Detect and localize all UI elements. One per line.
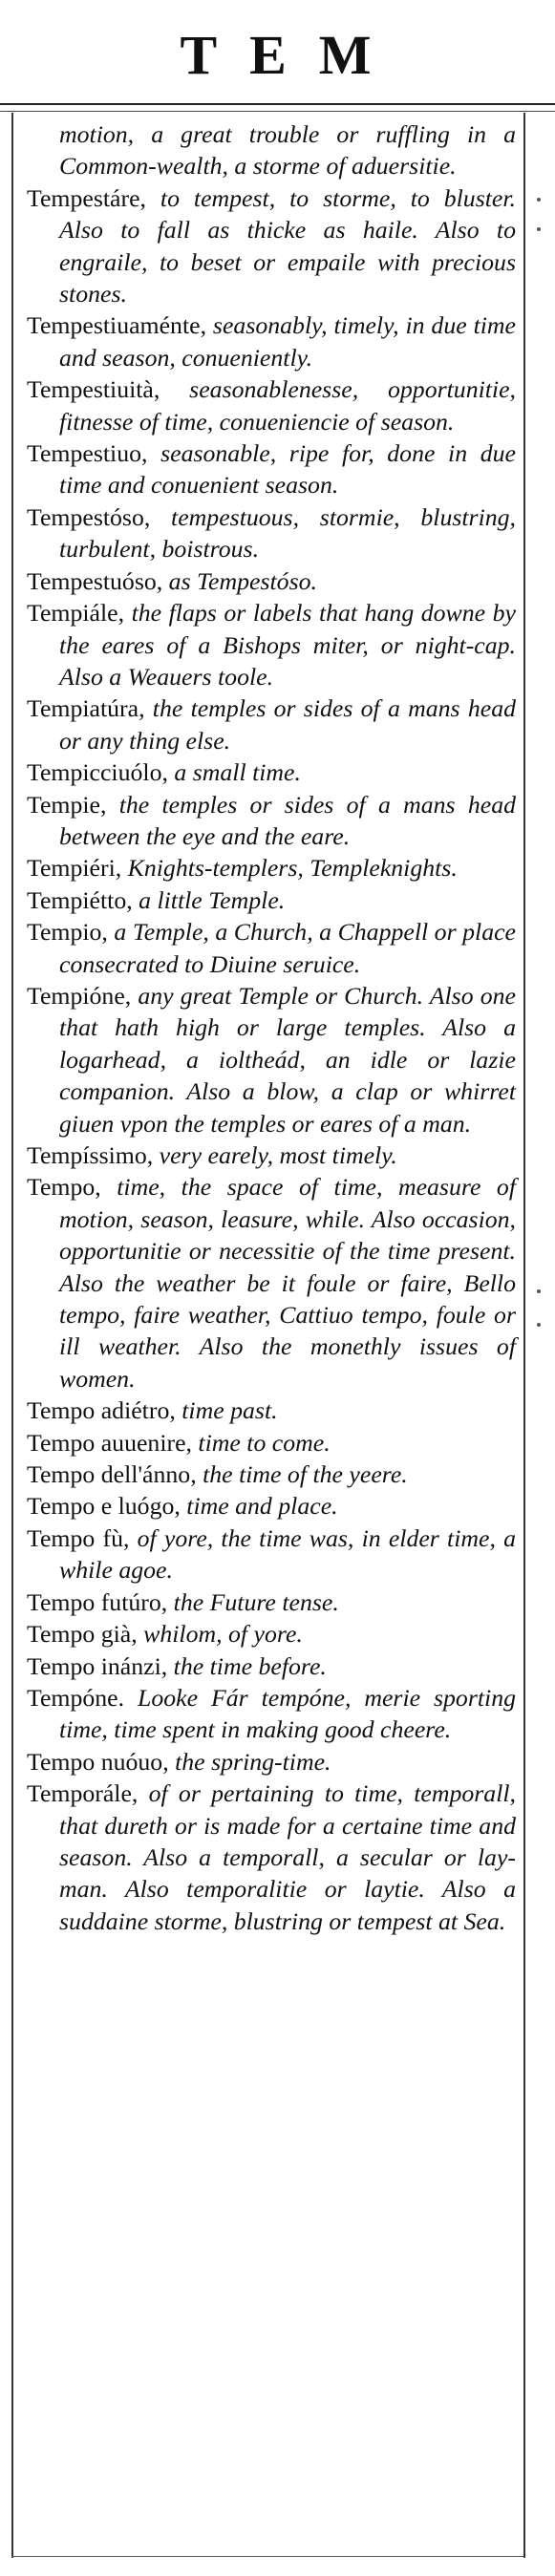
entry-headword: Tempiéri, [27,854,122,883]
entry-headword: Tempio, [27,918,108,947]
entry-headword: Temporále, [27,1779,139,1808]
entry-definition: Looke Fár tempóne, merie sporting time, time spent in making good cheere. [59,1683,516,1744]
entry-definition: the flaps or labels that hang downe by the eares of a Bishops miter, or night-cap. Also a Weauers toole. [59,599,516,691]
entry-definition: a little Temple. [132,885,286,914]
header-rule [0,103,555,105]
entry-headword: Tempo già, [27,1620,138,1649]
entry-definition: motion, a great trouble or ruffling in a Common-wealth, a storme of aduersitie. [59,120,516,181]
entry-definition: a Temple, a Church, a Chappell or place consecrated to Diuine seruice. [59,918,516,978]
entry-definition: time past. [175,1396,278,1425]
entry-headword: Tempo adiétro, [27,1396,176,1425]
entry-headword: Tempiétto, [27,885,133,914]
dictionary-entry [27,565,516,597]
entry-headword: Tempestiuo, [27,439,148,468]
dictionary-entry [27,1650,516,1682]
entry-definition: the Future tense. [167,1587,339,1616]
entry-headword: Tempiatúra, [27,694,145,723]
entry-headword: Tempo auuenire, [27,1428,192,1457]
dictionary-entry [27,373,516,437]
entry-definition: time, the space of time, measure of motion, season, leasure, while. Also occasion, opportunitie or necessitie of the time present. Also the weather be it foule or faire, Bello tempo, faire weather, Cattiuo tempo, foule or ill weather. Also the monethly issues of women. [59,1173,516,1393]
entry-headword: Tempóne. [27,1683,125,1712]
dictionary-entry [27,916,516,980]
margin-mark [537,1289,541,1293]
entry-headword: Tempestáre, [27,183,146,212]
entry-definition: time and place. [180,1492,338,1521]
entry-headword: Tempo futúro, [27,1587,168,1616]
dictionary-entry [27,1394,516,1426]
dictionary-entry [27,1458,516,1490]
dictionary-entry [27,437,516,501]
running-head: TEM [180,24,404,86]
dictionary-entry [27,1490,516,1522]
dictionary-entry [27,309,516,373]
dictionary-entry [27,980,516,1139]
dictionary-entry [27,884,516,916]
entry-definition: of or pertaining to time, temporall, that dureth or is made for a certaine time and season. Also a temporall, a secular or lay-man. Also temporalitie or laytie. Also a suddaine storme, blustring or tempest at Sea. [59,1779,516,1935]
dictionary-entry [27,1427,516,1458]
entry-definition: to tempest, to storme, to bluster. Also to fall as thicke as haile. Also to engraile, to beset or empaile with precious stones. [59,183,516,309]
entry-definition: the temples or sides of a mans head between the eye and the eare. [59,790,516,850]
entry-definition: the spring-time. [168,1747,331,1776]
entry-headword: Tempo e luógo, [27,1492,181,1521]
entry-headword: Tempestiuità, [27,375,160,404]
dictionary-entry [27,1618,516,1650]
entry-headword: Tempestuóso, [27,566,163,595]
entry-definition: any great Temple or Church. Also one that hath high or large temples. Also a logarhead, a ioltheád, an idle or lazie companion. Also a blow, a clap or whirret giuen vpon the temples or eares of a man. [59,981,516,1138]
margin-mark [537,227,541,231]
dictionary-entry [27,1139,516,1171]
entry-definition: the time before. [167,1651,327,1680]
entry-headword: Tempestiuaménte, [27,311,207,340]
entry-definition: the time of the yeere. [196,1460,408,1489]
entry-definition: as Tempestóso. [162,566,317,595]
margin-mark [537,1323,541,1327]
entry-definition: time to come. [191,1428,331,1457]
entry-definition: of yore, the time was, in elder time, a while agoe. [59,1523,517,1585]
entry-definition: seasonable, ripe for, done in due time and conuenient season. [59,439,516,500]
dictionary-entry [27,692,516,756]
entry-headword: Tempo fù, [27,1523,130,1552]
column-rule-right [523,113,525,2558]
entry-definition: seasonably, timely, in due time and season, conueniently. [59,311,516,372]
margin-mark [537,198,541,202]
column-rule-left [11,113,13,2558]
dictionary-entry [27,789,516,853]
header-rule-inner [0,111,555,112]
entry-headword: Tempo dell'ánno, [27,1460,197,1489]
entry-headword: Tempicciuólo, [27,758,168,787]
dictionary-entry [27,501,516,565]
entry-definition: very earely, most timely. [153,1141,397,1169]
entry-definition: a small time. [167,758,301,787]
dictionary-entry [27,1682,516,1746]
dictionary-column [27,118,516,1937]
entry-headword: Tempo nuóuo, [27,1747,169,1776]
entry-headword: Tempióne, [27,981,132,1010]
dictionary-entry [27,1746,516,1778]
dictionary-entry [27,182,516,310]
entry-headword: Tempíssimo, [27,1141,154,1169]
entry-headword: Tempiále, [27,599,125,628]
entry-headword: Tempo, [27,1173,101,1202]
dictionary-entry [27,1522,516,1586]
dictionary-entry [27,1778,516,1937]
dictionary-entry [27,756,516,788]
dictionary-entry [27,1586,516,1618]
dictionary-entry [27,1171,516,1394]
entry-headword: Tempestóso, [27,502,151,531]
dictionary-entry [27,597,516,692]
entry-definition: tempestuous, stormie, blustring, turbulent, boistrous. [59,502,516,564]
entry-definition: seasonablenesse, opportunitie, fitnesse of time, conueniencie of season. [59,375,516,436]
entry-headword: Tempo inánzi, [27,1651,168,1680]
entry-definition: the temples or sides of a mans head or any thing else. [59,694,516,755]
entry-definition: Knights-templers, Templeknights. [121,854,458,883]
footer-rule [11,2556,523,2557]
entry-headword: Tempie, [27,790,107,819]
dictionary-entry [27,852,516,884]
entry-definition: whilom, of yore. [137,1620,303,1649]
dictionary-entry [27,118,516,182]
